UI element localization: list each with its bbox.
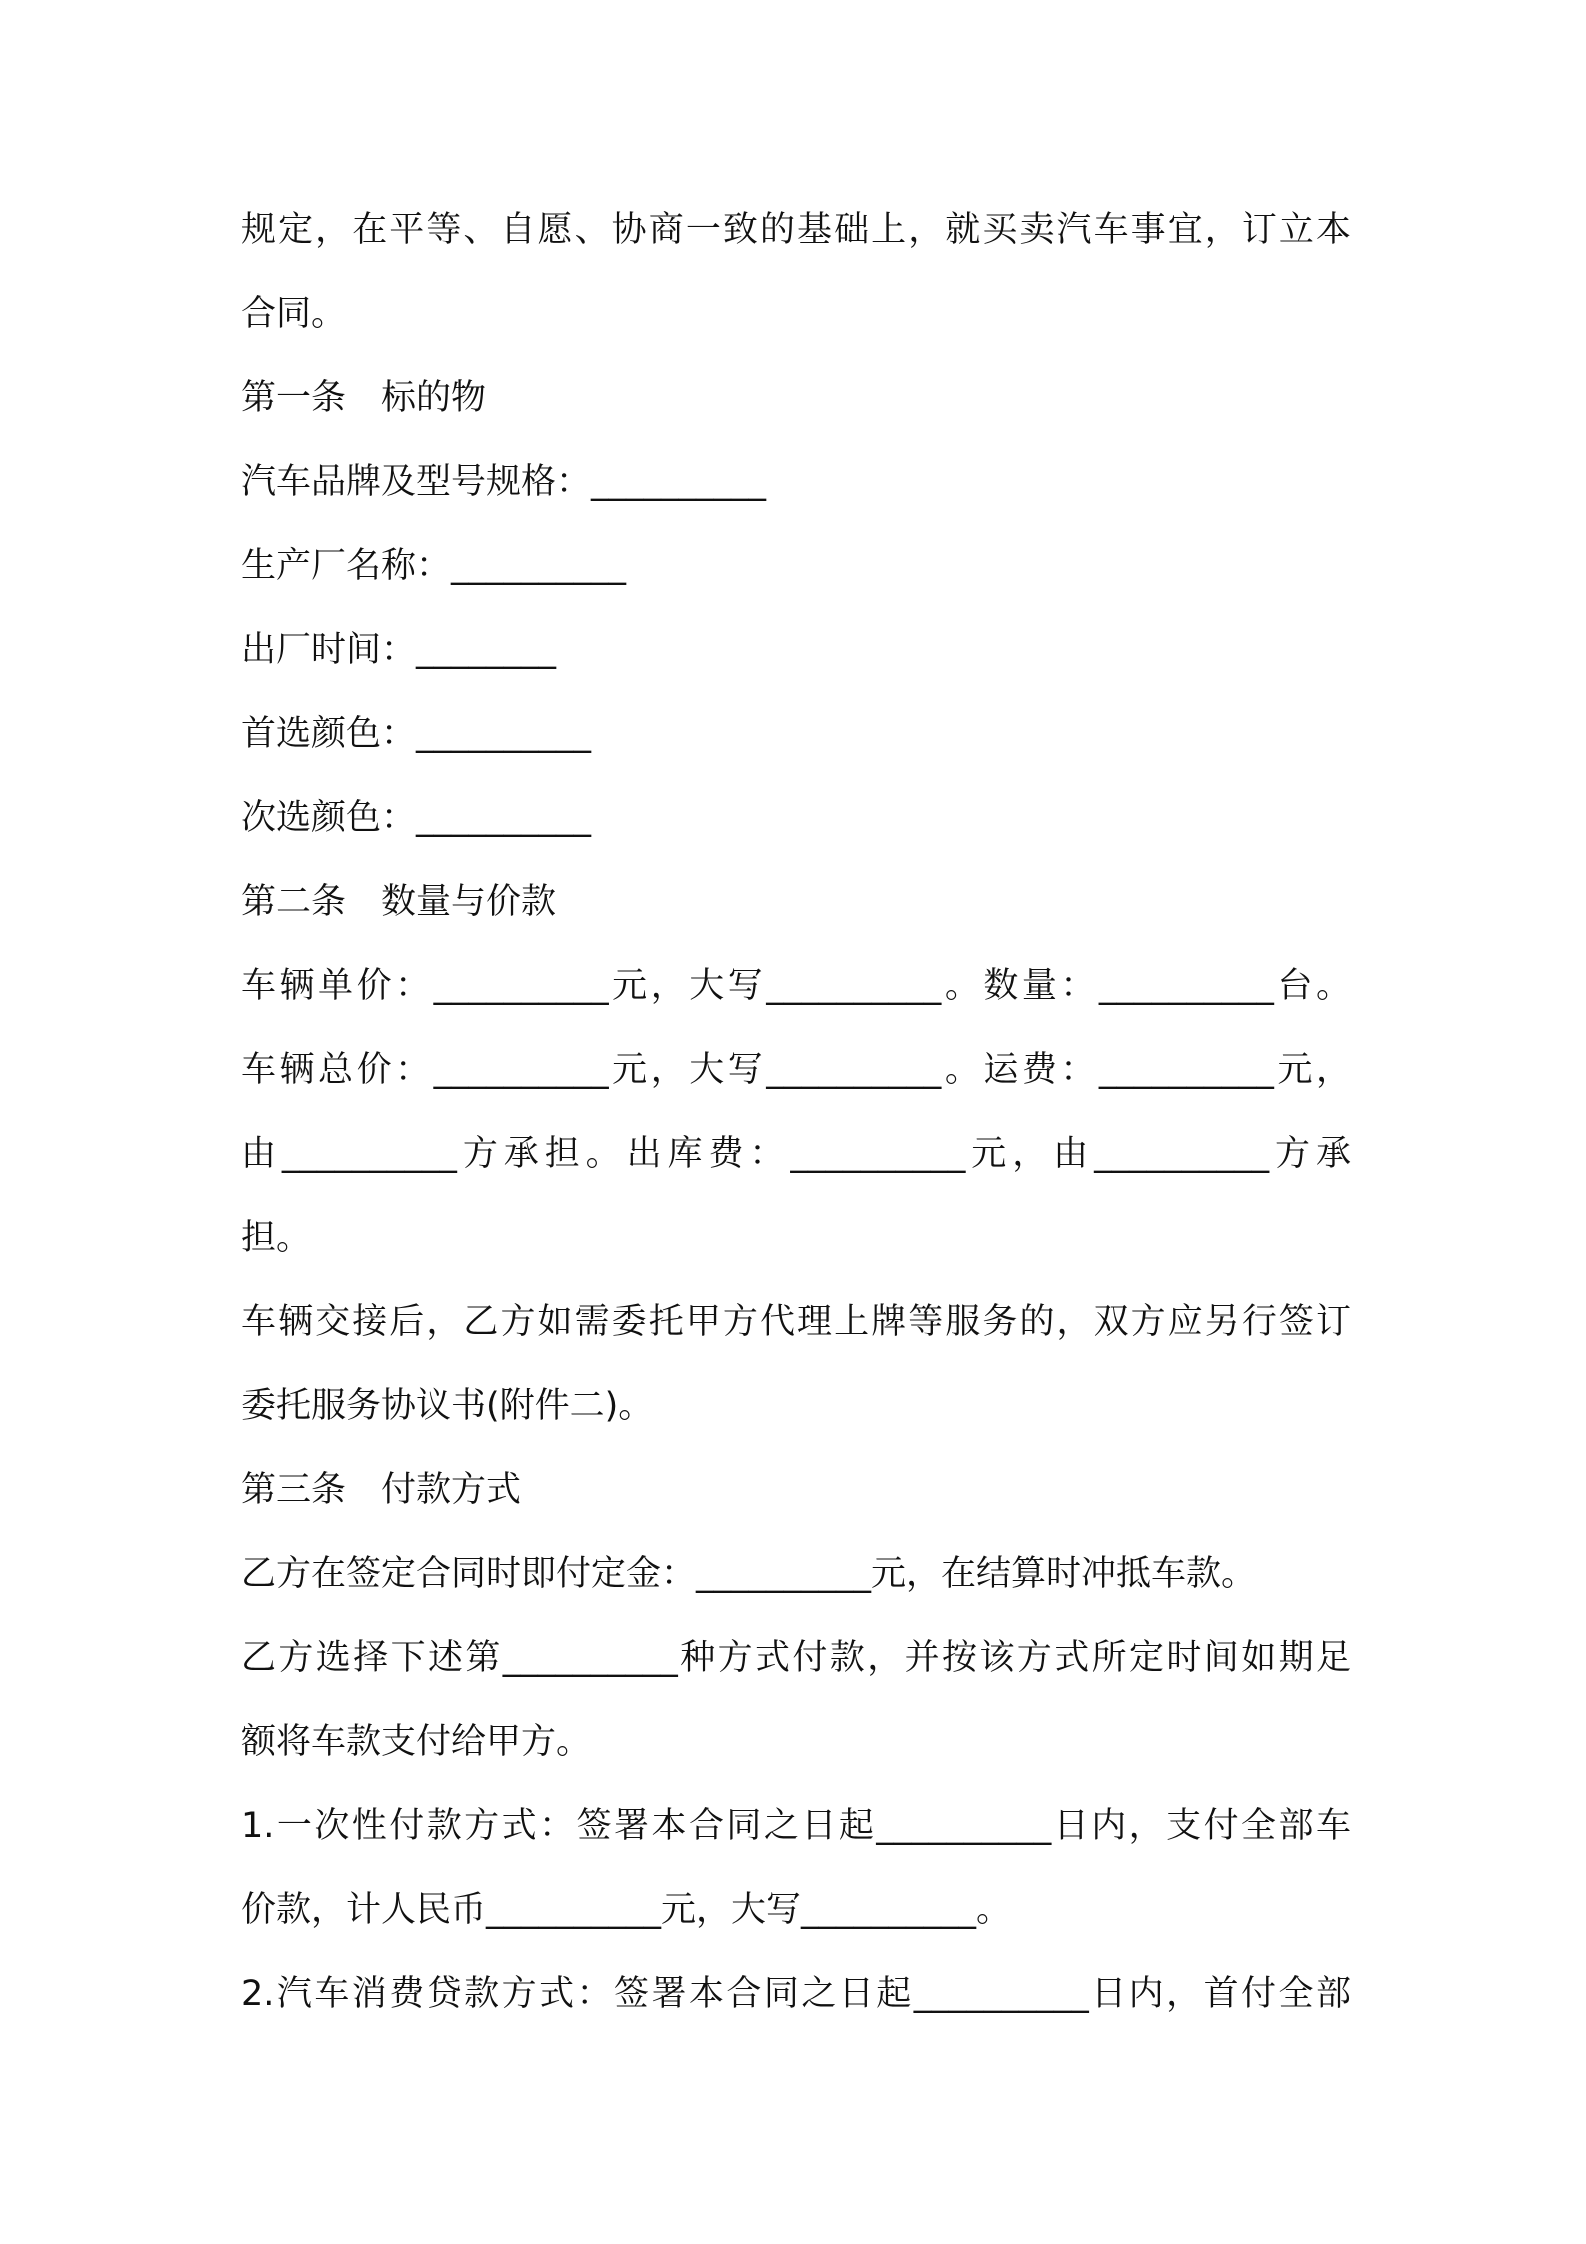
body-text-line: 规定，在平等、自愿、协商一致的基础上，就买卖汽车事宜，订立本 <box>241 210 1351 250</box>
body-text-line: 担。 <box>241 1218 312 1258</box>
form-field-line: 1.一次性付款方式：签署本合同之日起__________日内，支付全部车 <box>241 1806 1351 1846</box>
body-text-line: 额将车款支付给甲方。 <box>241 1722 592 1762</box>
form-field-line: 生产厂名称：__________ <box>241 546 627 586</box>
body-text-line: 车辆交接后，乙方如需委托甲方代理上牌等服务的，双方应另行签订 <box>241 1302 1351 1342</box>
form-field-line: 首选颜色：__________ <box>241 714 592 754</box>
form-field-line: 乙方在签定合同时即付定金：__________元，在结算时冲抵车款。 <box>241 1554 1257 1594</box>
form-field-line: 2.汽车消费贷款方式：签署本合同之日起__________日内，首付全部 <box>241 1974 1351 2014</box>
body-text-line: 委托服务协议书(附件二)。 <box>241 1386 654 1426</box>
form-field-line: 车辆总价：__________元，大写__________。运费：__________元， <box>241 1050 1351 1090</box>
form-field-line: 汽车品牌及型号规格：__________ <box>241 462 767 502</box>
form-field-line: 价款，计人民币__________元，大写__________。 <box>241 1890 1012 1930</box>
contract-page <box>241 188 1351 2036</box>
form-field-line: 车辆单价：__________元，大写__________。数量：__________台。 <box>241 966 1351 1006</box>
form-field-line: 出厂时间：________ <box>241 630 557 670</box>
form-field-line: 由__________方承担。出库费：__________元，由__________方承 <box>241 1134 1351 1174</box>
form-field-line: 乙方选择下述第__________种方式付款，并按该方式所定时间如期足 <box>241 1638 1351 1678</box>
article-heading: 第一条 标的物 <box>241 378 487 418</box>
article-heading: 第三条 付款方式 <box>241 1470 522 1510</box>
article-heading: 第二条 数量与价款 <box>241 882 557 922</box>
form-field-line: 次选颜色：__________ <box>241 798 592 838</box>
body-text-line: 合同。 <box>241 294 347 334</box>
